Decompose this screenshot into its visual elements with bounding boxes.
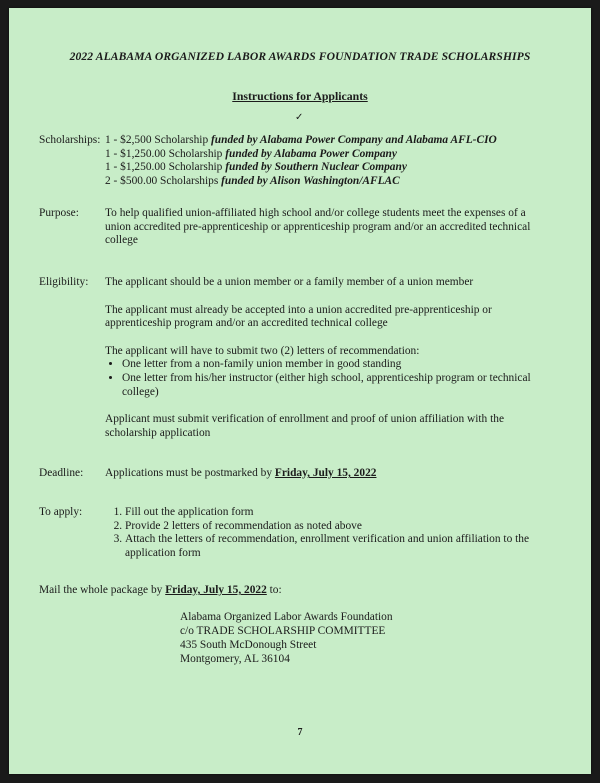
list-item: 1. Fill out the application form (125, 506, 535, 520)
scholarship-item: 2 - $500.00 Scholarships funded by Alison Washington/AFLAC (105, 174, 400, 187)
scholarships-label: Scholarships: (39, 134, 101, 146)
recommendation-list (105, 358, 545, 399)
mailing-address: Alabama Organized Labor Awards Foundation c/o TRADE SCHOLARSHIP COMMITTEE 435 South McDonough Street Montgomery, AL 36104 (180, 611, 393, 665)
purpose-text: To help qualified union-affiliated high school and/or college students meet the expenses of a union accredited pre-apprenticeship or apprenticeship program and/or an accredited technical college (105, 207, 531, 247)
eligibility-letters: The applicant will have to submit two (2) letters of recommendation: (105, 344, 420, 357)
list-item: • One letter from a non-family union member in good standing (122, 358, 545, 372)
scholarships-list (105, 134, 565, 188)
document-page (9, 8, 591, 774)
page-number: 7 (297, 727, 303, 738)
list-item: 2. Provide 2 letters of recommendation as noted above (125, 520, 535, 534)
apply-steps (105, 506, 535, 560)
list-item: 3. Attach the letters of recommendation, enrollment verification and union affiliation to the application form (125, 533, 535, 560)
eligibility-membership: The applicant should be a union member or a family member of a union member (105, 276, 474, 288)
deadline-label: Deadline: (39, 467, 84, 479)
list-item: • One letter from his/her instructor (either high school, apprenticeship program or technical college) (122, 372, 545, 399)
scholarship-item: 1 - $1,250.00 Scholarship funded by Alabama Power Company (105, 147, 397, 160)
eligibility-section (105, 276, 545, 452)
mail-date: Friday, July 15, 2022 (165, 584, 267, 596)
eligibility-verification: Applicant must submit verification of enrollment and proof of union affiliation with the scholarship application (105, 413, 505, 439)
check-mark: ✓ (295, 112, 304, 123)
purpose-label: Purpose: (39, 207, 79, 219)
document-subtitle: Instructions for Applicants (232, 89, 368, 103)
deadline-text: Applications must be postmarked by Friday, July 15, 2022 (105, 467, 377, 479)
to-apply-label: To apply: (39, 506, 83, 518)
scholarship-item: 1 - $1,250.00 Scholarship funded by Southern Nuclear Company (105, 161, 407, 174)
deadline-date: Friday, July 15, 2022 (274, 467, 377, 479)
document-title: 2022 ALABAMA ORGANIZED LABOR AWARDS FOUNDATION TRADE SCHOLARSHIPS (69, 50, 531, 63)
mail-instructions: Mail the whole package by Friday, July 15, 2022 to: (39, 584, 282, 596)
scholarship-item: 1 - $2,500 Scholarship funded by Alabama Power Company and Alabama AFL-CIO (105, 134, 497, 146)
eligibility-acceptance: The applicant must already be accepted into a union accredited pre-apprenticeship or apprenticeship program and/or an accredited technical college (105, 303, 492, 330)
eligibility-label: Eligibility: (39, 276, 89, 288)
